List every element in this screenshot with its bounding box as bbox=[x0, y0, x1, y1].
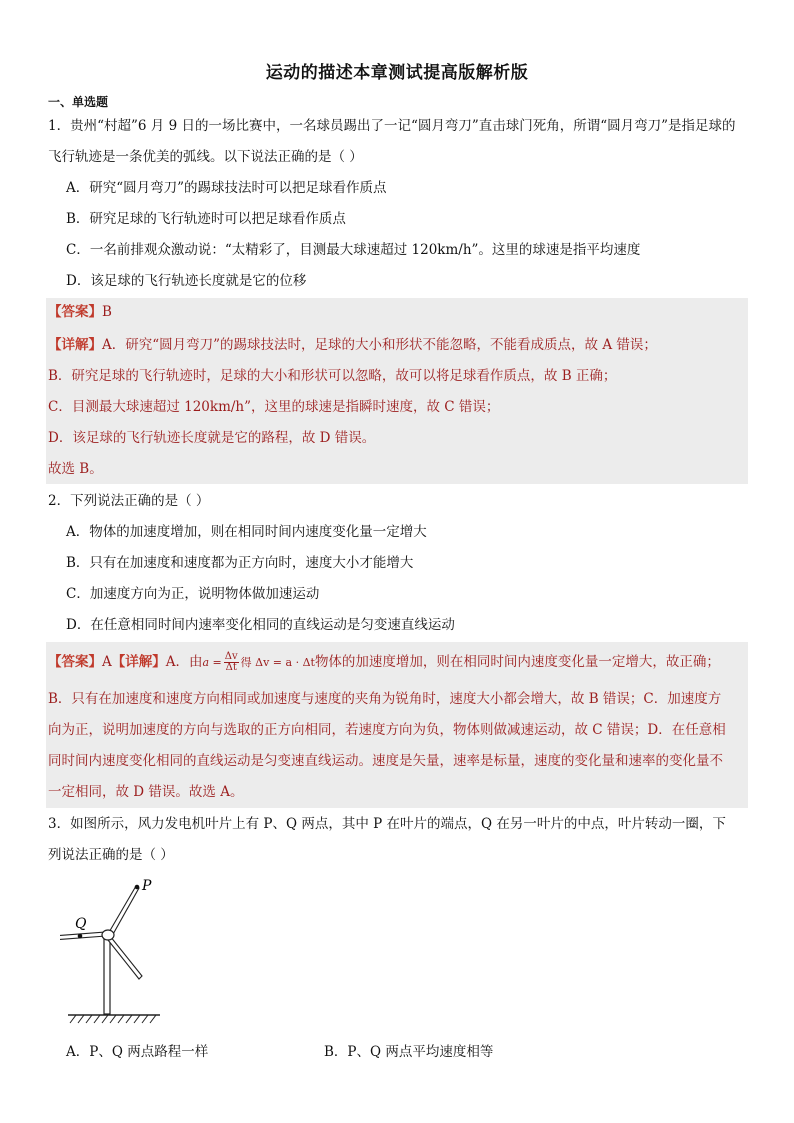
q2-detail-line3: 向为正，说明加速度的方向与选取的正方向相同，若速度方向为负，物体则做减速运动，故 C 错误；D．在任意相 bbox=[48, 722, 726, 738]
q1-answer-line bbox=[48, 303, 112, 321]
q1-option-d: D．该足球的飞行轨迹长度就是它的位移 bbox=[66, 273, 307, 289]
q2-answer-label: 【答案】 bbox=[48, 654, 102, 670]
q2-detail-line1 bbox=[48, 652, 720, 673]
q2-option-d: D．在任意相同时间内速率变化相同的直线运动是匀变速直线运动 bbox=[66, 617, 455, 633]
q2-detail-rest: 物体的加速度增加，则在相同时间内速度变化量一定增大，故正确； bbox=[314, 654, 720, 670]
q1-detail-text: A．研究“圆月弯刀”的踢球技法时，足球的大小和形状不能忽略，不能看成质点，故 A 错误； bbox=[102, 337, 657, 353]
label-p: P bbox=[142, 878, 152, 894]
q2-option-b: B．只有在加速度和速度都为正方向时，速度大小才能增大 bbox=[66, 555, 414, 571]
q2-formula-mid: 得 Δv = a · Δt bbox=[240, 656, 315, 669]
q3-option-b: B．P、Q 两点平均速度相等 bbox=[324, 1044, 494, 1060]
ground-hatch bbox=[70, 1015, 156, 1023]
point-q bbox=[78, 934, 83, 939]
q3-option-a: A．P、Q 两点路程一样 bbox=[66, 1044, 209, 1060]
q2-detail-line5: 一定相同，故 D 错误。故选 A。 bbox=[48, 784, 244, 800]
q1-option-a: A．研究“圆月弯刀”的踢球技法时可以把足球看作质点 bbox=[66, 180, 387, 196]
q3-stem-line1: 3．如图所示，风力发电机叶片上有 P、Q 两点，其中 P 在叶片的端点，Q 在另一叶片的中点，叶片转动一圈，下 bbox=[48, 816, 726, 832]
q1-detail-line3: C．目测最大球速超过 120km/h”，这里的球速是指瞬时速度，故 C 错误； bbox=[48, 399, 500, 415]
q1-detail-line4: D．该足球的飞行轨迹长度就是它的路程，故 D 错误。 bbox=[48, 430, 376, 446]
blade-down bbox=[108, 936, 142, 979]
q2-detail-line2: B．只有在加速度和速度方向相同或加速度与速度的夹角为锐角时，速度大小都会增大，故 B 错误；C．加速度方 bbox=[48, 691, 722, 707]
label-q: Q bbox=[75, 916, 87, 932]
turbine-hub bbox=[102, 930, 114, 940]
point-p bbox=[135, 885, 140, 890]
q1-option-c: C．一名前排观众激动说：“太精彩了，目测最大球速超过 120km/h”。这里的球速是指平均速度 bbox=[66, 242, 641, 258]
q2-stem: 2．下列说法正确的是（ ） bbox=[48, 493, 210, 509]
q2-option-a: A．物体的加速度增加，则在相同时间内速度变化量一定增大 bbox=[66, 524, 427, 540]
blade-up bbox=[108, 886, 139, 936]
q1-detail-label: 【详解】 bbox=[48, 337, 102, 353]
q2-detail-label: 【详解】 bbox=[111, 654, 166, 670]
q2-frac-den: Δt bbox=[225, 662, 237, 673]
q1-detail-line2: B．研究足球的飞行轨迹时，足球的大小和形状可以忽略，故可以将足球看作质点，故 B 正确； bbox=[48, 368, 617, 384]
q3-stem-line2: 列说法正确的是（ ） bbox=[48, 847, 174, 863]
q2-frac-num: Δv bbox=[224, 651, 238, 662]
blade-left bbox=[60, 932, 106, 940]
q2-fraction bbox=[224, 652, 239, 673]
q1-stem-line2: 飞行轨迹是一条优美的弧线。以下说法正确的是（ ） bbox=[48, 149, 363, 165]
q2-option-c: C．加速度方向为正，说明物体做加速运动 bbox=[66, 586, 320, 602]
q1-stem-line1: 1．贵州“村超”6 月 9 日的一场比赛中，一名球员踢出了一记“圆月弯刀”直击球门死角，所谓“圆月弯刀”是指足球的 bbox=[48, 118, 736, 134]
q1-detail-line5: 故选 B。 bbox=[48, 461, 103, 477]
q2-answer-value: A bbox=[102, 654, 112, 670]
q1-answer-block bbox=[46, 298, 748, 484]
q1-answer-label: 【答案】 bbox=[48, 304, 102, 320]
q2-formula-a: a = bbox=[202, 656, 222, 669]
q2-detail-line4: 同时间内速度变化相同的直线运动是匀变速直线运动。速度是矢量，速率是标量，速度的变化量和速率的变化量不 bbox=[48, 753, 723, 769]
section-heading: 一、单选题 bbox=[48, 95, 109, 109]
q2-detail-prefix: A．由 bbox=[165, 654, 203, 670]
q1-option-b: B．研究足球的飞行轨迹时可以把足球看作质点 bbox=[66, 211, 346, 227]
q1-detail-line1 bbox=[48, 336, 657, 354]
q1-answer-value: B bbox=[102, 304, 112, 320]
wind-turbine-figure bbox=[60, 870, 190, 1030]
page-title: 运动的描述本章测试提高版解析版 bbox=[265, 63, 529, 83]
turbine-tower bbox=[104, 936, 110, 1014]
